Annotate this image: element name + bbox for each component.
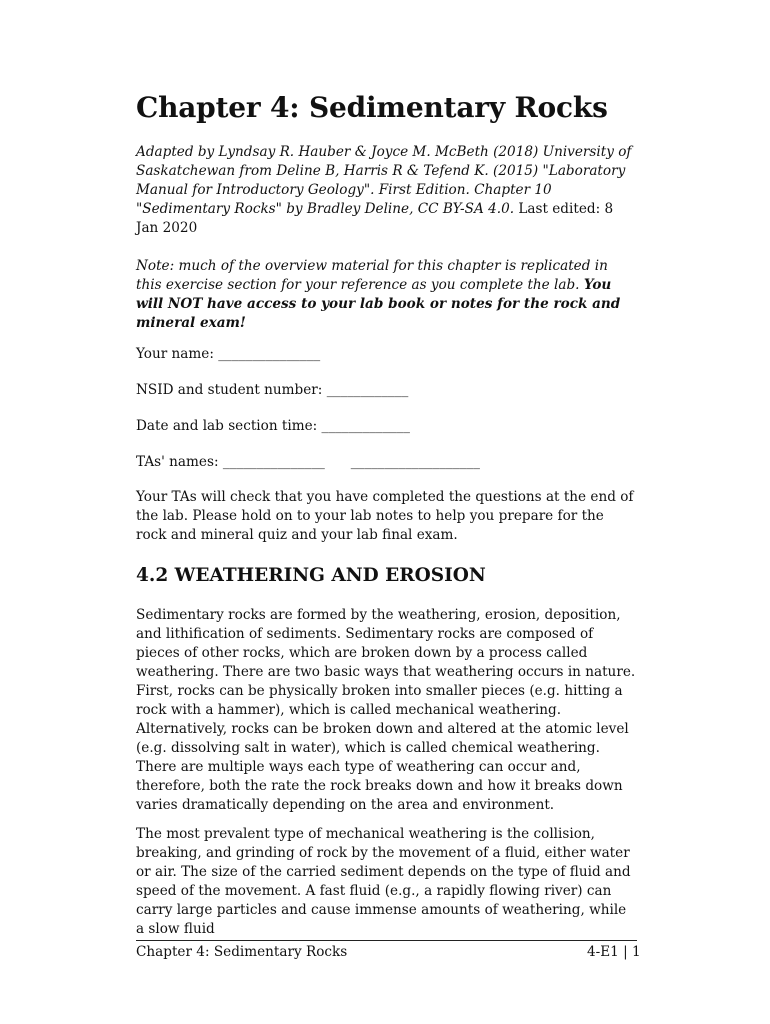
weathering-paragraph-2: The most prevalent type of mechanical weathering is the collision, breaking, and grinding of rock by the movement of a fluid, either water or air. The size of the carried sediment depends on the type of fluid and speed of the movement. A fast fluid (e.g., a rapidly flowing river) can carry large particles and cause immense amounts of weathering, while a slow fluid — [136, 826, 631, 937]
document-page — [136, 0, 636, 1024]
section-heading: 4.2 WEATHERING AND EROSION — [136, 565, 486, 586]
footer-divider — [136, 940, 637, 941]
weathering-paragraph-1: Sedimentary rocks are formed by the weathering, erosion, deposition, and lithification of sediments. Sedimentary rocks are composed of pieces of other rocks, which are broken down by a process called weathering. There are two basic ways that weathering occurs in nature. First, rocks can be physically broken into smaller pieces (e.g. hitting a rock with a hammer), which is called mechanical weathering. Alternatively, rocks can be broken down and altered at the atomic level (e.g. dissolving salt in water), which is called chemical weathering. There are multiple ways each type of weathering can occur and, therefore, both the rate the rock breaks down and how it breaks down varies dramatically depending on the area and environment. — [136, 607, 636, 813]
page-title: Chapter 4: Sedimentary Rocks — [136, 91, 608, 124]
note-text: Note: much of the overview material for this chapter is replicated in this exercise section for your reference as you complete the lab. — [136, 258, 608, 293]
your-name-field: Your name: _______________ — [136, 346, 321, 362]
note-paragraph — [136, 257, 636, 333]
footer-page-number: 4-E1 | 1 — [587, 944, 641, 960]
note-warning-text: You will NOT have access to your lab book or notes for the rock and mineral exam! — [136, 277, 621, 331]
check-paragraph: Your TAs will check that you have completed the questions at the end of the lab. Please hold on to your lab notes to help you prepare for the rock and mineral quiz and your lab final exam. — [136, 489, 634, 543]
footer-chapter-title: Chapter 4: Sedimentary Rocks — [136, 944, 348, 960]
attribution-paragraph — [136, 143, 636, 238]
last-edited-text: Last edited: 8 Jan 2020 — [136, 201, 614, 236]
tas-names-field: TAs' names: _______________ ___________________ — [136, 454, 480, 470]
attribution-text: Adapted by Lyndsay R. Hauber & Joyce M. McBeth (2018) University of Saskatchewan from Deline B, Harris R & Tefend K. (2015) "Laboratory Manual for Introductory Geology". First Edition. Chapter 10 "Sedimentary Rocks" by Bradley Deline, CC BY-SA 4.0. — [136, 144, 632, 217]
nsid-field: NSID and student number: ____________ — [136, 382, 409, 398]
date-section-field: Date and lab section time: _____________ — [136, 418, 410, 434]
